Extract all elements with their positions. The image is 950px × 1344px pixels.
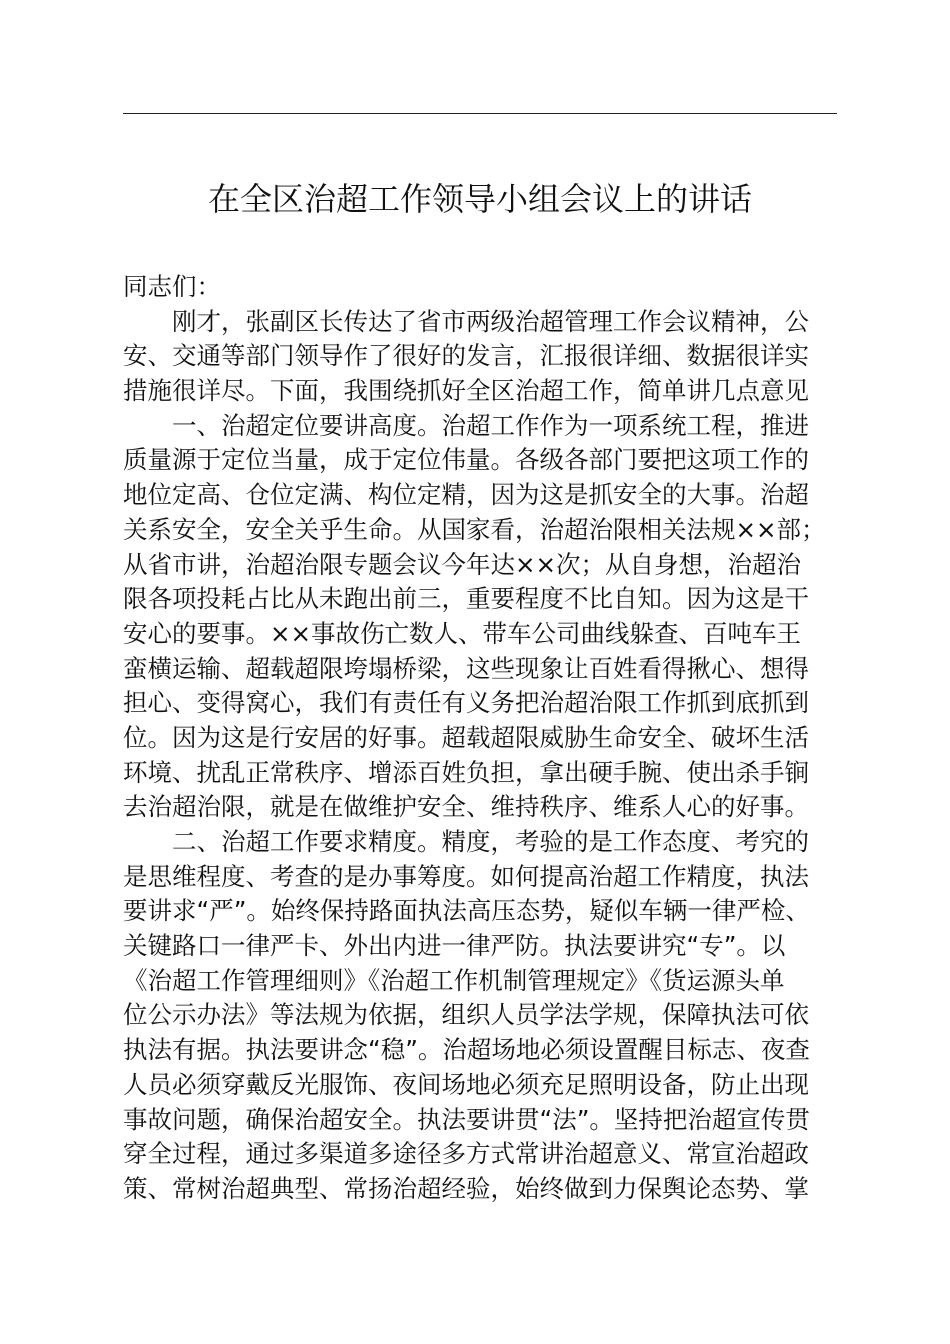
paragraph-line: 人员必须穿戴反光服饰、夜间场地必须充足照明设备，防止出现 bbox=[123, 1069, 809, 1099]
paragraph-line: 事故问题，确保治超安全。执法要讲贯“法”。坚持把治超宣传贯 bbox=[123, 1104, 810, 1134]
paragraph-line: 一、治超定位要讲高度。治超工作作为一项系统工程，推进 bbox=[172, 410, 809, 440]
paragraph-line: 刚才，张副区长传达了省市两级治超管理工作会议精神，公 bbox=[172, 306, 809, 336]
paragraph-line: 质量源于定位当量，成于定位伟量。各级各部门要把这项工作的 bbox=[123, 445, 809, 475]
document-title: 在全区治超工作领导小组会议上的讲话 bbox=[207, 180, 752, 218]
paragraph-line: 要讲求“严”。始终保持路面执法高压态势，疑似车辆一律严检、 bbox=[123, 896, 810, 926]
paragraph-line: 《治超工作管理细则》《治超工作机制管理规定》《货运源头单 bbox=[123, 965, 785, 995]
paragraph-line: 是思维程度、考查的是办事筹度。如何提高治超工作精度，执法 bbox=[123, 861, 809, 891]
salutation: 同志们： bbox=[123, 272, 221, 301]
paragraph-line: 环境、扰乱正常秩序、增添百姓负担，拿出硬手腕、使出杀手锏 bbox=[123, 757, 809, 787]
document-body bbox=[123, 270, 837, 1207]
paragraph-line: 从省市讲，治超治限专题会议今年达××次；从自身想，治超治 bbox=[123, 549, 802, 579]
paragraph-line: 关系安全，安全关乎生命。从国家看，治超治限相关法规××部； bbox=[123, 514, 826, 544]
paragraph-line: 安心的要事。××事故伤亡数人、带车公司曲线躲查、百吨车王 bbox=[123, 618, 802, 648]
paragraph-line: 地位定高、仓位定满、构位定精，因为这是抓安全的大事。治超 bbox=[123, 480, 809, 510]
paragraph-line: 限各项投耗占比从未跑出前三，重要程度不比自知。因为这是干 bbox=[123, 584, 809, 614]
paragraph-line: 位。因为这是行安居的好事。超载超限威胁生命安全、破坏生活 bbox=[123, 722, 809, 752]
paragraph-line: 担心、变得窝心，我们有责任有义务把治超治限工作抓到底抓到 bbox=[123, 688, 809, 718]
paragraph-line: 安、交通等部门领导作了很好的发言，汇报很详细、数据很详实 bbox=[123, 341, 809, 371]
paragraph-line: 去治超治限，就是在做维护安全、维持秩序、维系人心的好事。 bbox=[123, 792, 809, 822]
paragraph-line: 执法有据。执法要讲念“稳”。治超场地必须设置醒目标志、夜查 bbox=[123, 1035, 810, 1065]
paragraph-line: 穿全过程，通过多渠道多途径多方式常讲治超意义、常宣治超政 bbox=[123, 1139, 809, 1169]
paragraph-line: 位公示办法》等法规为依据，组织人员学法学规，保障执法可依 bbox=[123, 1000, 809, 1030]
paragraph-line: 措施很详尽。下面，我围绕抓好全区治超工作，简单讲几点意见 bbox=[123, 376, 809, 406]
paragraph-line: 策、常树治超典型、常扬治超经验，始终做到力保舆论态势、掌 bbox=[123, 1173, 809, 1203]
header-rule bbox=[123, 113, 837, 114]
paragraph-line: 二、治超工作要求精度。精度，考验的是工作态度、考究的 bbox=[172, 827, 809, 856]
paragraph-line: 关键路口一律严卡、外出内进一律严防。执法要讲究“专”。以 bbox=[123, 931, 786, 961]
paragraph-line: 蛮横运输、超载超限垮塌桥梁，这些现象让百姓看得揪心、想得 bbox=[123, 653, 809, 683]
